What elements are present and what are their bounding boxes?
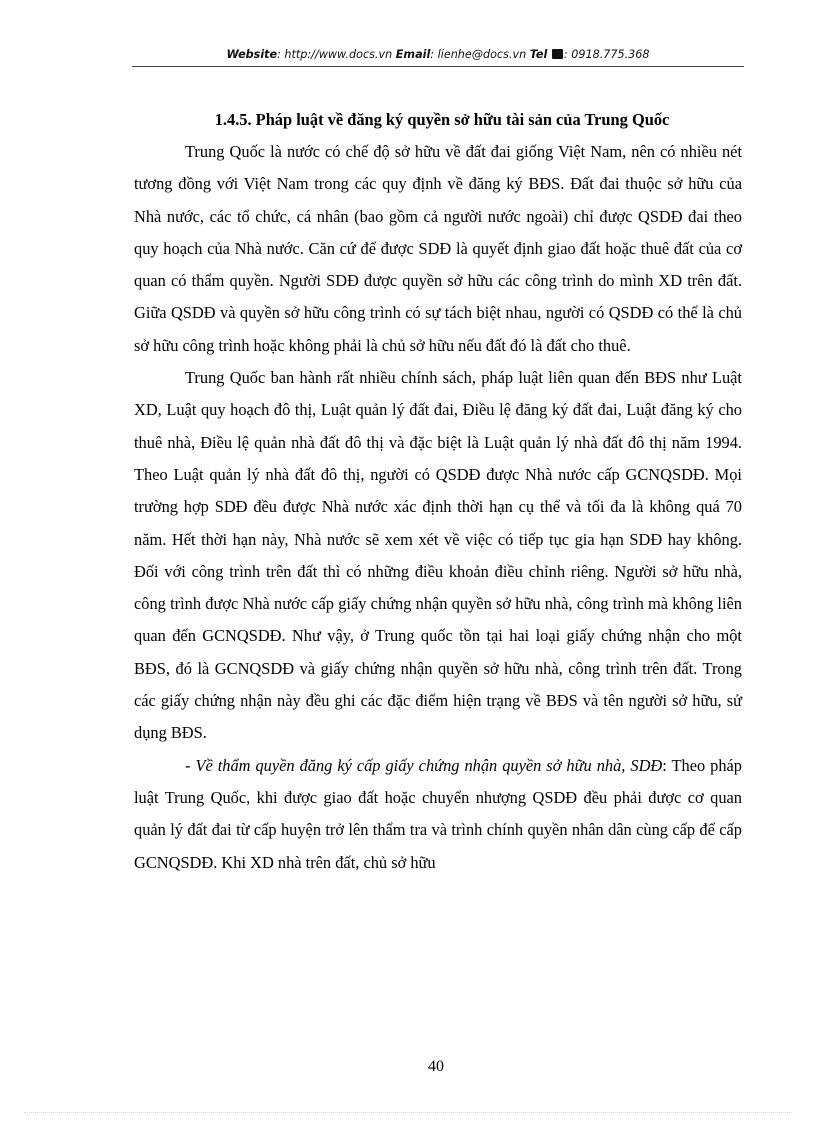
footer-divider <box>24 1112 792 1113</box>
paragraph-3-lead: - <box>185 755 196 775</box>
paragraph-3-rest: : Theo pháp luật Trung Quốc, khi được giao đất hoặc chuyển nhượng QSDĐ đều phải được cơ quan quản lý đất đai từ cấp huyện trở lên thẩm tra và trình chính quyền nhân dân cùng cấp để cấp GCNQSDĐ. Khi XD nhà trên đất, chủ sở hữu <box>134 755 742 872</box>
paragraph-1: Trung Quốc là nước có chế độ sở hữu về đất đai giống Việt Nam, nên có nhiều nét tương đồng với Việt Nam trong các quy định về đăng ký BĐS. Đất đai thuộc sở hữu của Nhà nước, các tổ chức, cá nhân (bao gồm cả người nước ngoài) chỉ được QSDĐ đai theo quy hoạch của Nhà nước. Căn cứ để được SDĐ là quyết định giao đất hoặc thuê đất của cơ quan có thẩm quyền. Người SDĐ được quyền sở hữu các công trình do mình XD trên đất. Giữa QSDĐ và quyền sở hữu công trình có sự tách biệt nhau, người có QSDĐ có thể là chủ sở hữu công trình hoặc không phải là chủ sở hữu nếu đất đó là đất cho thuê. <box>134 142 742 355</box>
paragraph-3 <box>134 750 742 879</box>
paragraph-3-italic: Về thẩm quyền đăng ký cấp giấy chứng nhận quyền sở hữu nhà, SDĐ <box>195 755 663 775</box>
page-number: 40 <box>428 1058 444 1075</box>
paragraph-2: Trung Quốc ban hành rất nhiều chính sách, pháp luật liên quan đến BĐS như Luật XD, Luật quy hoạch đô thị, Luật quản lý đất đai, Điều lệ đăng ký đất đai, Luật đăng ký cho thuê nhà, Điều lệ quản nhà đất đô thị và đặc biệt là Luật quản lý nhà đất đô thị năm 1994. Theo Luật quản lý nhà đất đô thị, người có QSDĐ được Nhà nước cấp GCNQSDĐ. Mọi trường hợp SDĐ đều được Nhà nước xác định thời hạn cụ thể và tối đa là không quá 70 năm. Hết thời hạn này, Nhà nước sẽ xem xét về việc có tiếp tục gia hạn SDĐ hay không. Đối với công trình trên đất thì có những điều khoản điều chỉnh riêng. Người sở hữu nhà, công trình được Nhà nước cấp giấy chứng nhận quyền sở hữu nhà, công trình mà không liên quan đến GCNQSDĐ. Như vậy, ở Trung quốc tồn tại hai loại giấy chứng nhận cho một BĐS, đó là GCNQSDĐ và giấy chứng nhận quyền sở hữu nhà, công trình trên đất. Trong các giấy chứng nhận này đều ghi các đặc điểm hiện trạng về BĐS và tên người sở hữu, sử dụng BĐS. <box>134 368 742 743</box>
section-heading: 1.4.5. Pháp luật về đăng ký quyền sở hữu tài sản của Trung Quốc <box>214 110 670 129</box>
tel-number: : 0918.775.368 <box>563 48 650 61</box>
email-label: Email <box>395 48 431 61</box>
document-body <box>134 104 742 879</box>
header-divider <box>132 66 744 67</box>
website-url: : http://www.docs.vn <box>277 48 393 61</box>
tel-label: Tel <box>529 48 548 61</box>
phone-icon <box>552 49 563 59</box>
website-label: Website <box>226 48 278 61</box>
page-header <box>132 48 744 61</box>
email-address: : lienhe@docs.vn <box>430 48 527 61</box>
